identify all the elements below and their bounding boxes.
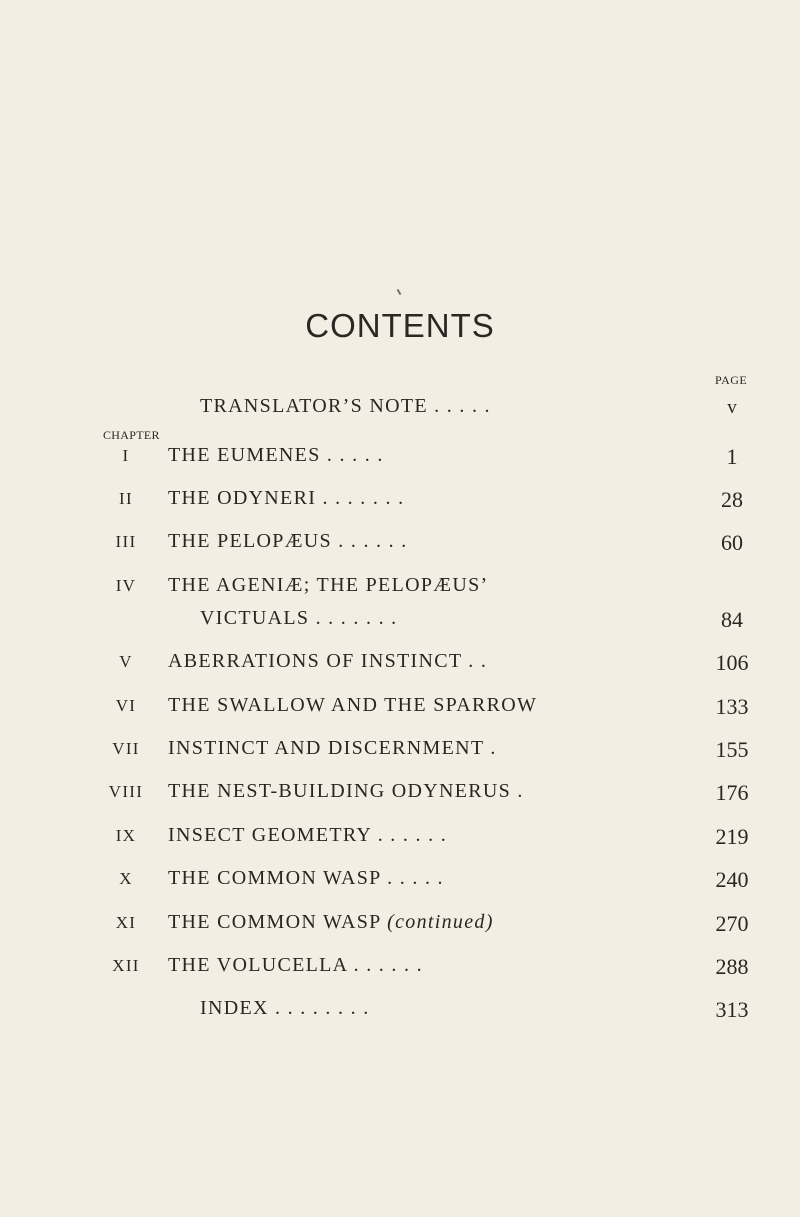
- toc-entry-title: INSTINCT AND DISCERNMENT .: [168, 737, 497, 759]
- page-column-heading: PAGE: [715, 373, 748, 387]
- toc-entry-page: 176: [715, 780, 749, 805]
- toc-entry-chapter-9[interactable]: [0, 824, 800, 854]
- toc-entry-page: 1: [726, 444, 738, 469]
- toc-entry-translators-note[interactable]: [0, 395, 800, 425]
- toc-entry-chapter-7[interactable]: [0, 737, 800, 767]
- toc-entry-page: 133: [715, 694, 749, 719]
- toc-entry-title: THE COMMON WASP . . . . .: [168, 867, 444, 889]
- toc-entry-page: 219: [715, 824, 749, 849]
- toc-entry-title: TRANSLATOR’S NOTE . . . . .: [200, 395, 491, 417]
- chapter-column-heading: CHAPTER: [103, 428, 160, 442]
- chapter-number: VI: [115, 696, 137, 715]
- chapter-number: III: [115, 532, 137, 551]
- chapter-number: IX: [115, 826, 137, 845]
- toc-entry-title: ABERRATIONS OF INSTINCT . .: [168, 650, 488, 672]
- toc-entry-page: 155: [715, 737, 749, 762]
- chapter-number: XII: [112, 956, 140, 975]
- toc-entry-page: 106: [715, 650, 749, 675]
- chapter-number: I: [122, 446, 130, 465]
- toc-entry-chapter-6[interactable]: [0, 694, 800, 724]
- toc-entry-chapter-1[interactable]: [0, 444, 800, 474]
- toc-entry-title: [168, 911, 494, 934]
- toc-entry-chapter-3[interactable]: [0, 530, 800, 560]
- toc-entry-chapter-12[interactable]: [0, 954, 800, 984]
- toc-entry-title: INSECT GEOMETRY . . . . . .: [168, 824, 447, 846]
- toc-entry-page: 84: [721, 607, 743, 632]
- toc-entry-page: 28: [721, 487, 743, 512]
- toc-entry-chapter-11[interactable]: [0, 911, 800, 941]
- chapter-number: X: [119, 869, 133, 888]
- toc-entry-chapter-10[interactable]: [0, 867, 800, 897]
- toc-entry-page: 240: [715, 867, 749, 892]
- chapter-number: VII: [112, 739, 140, 758]
- page-title: CONTENTS: [305, 307, 495, 344]
- toc-entry-title: THE NEST-BUILDING ODYNERUS .: [168, 780, 524, 802]
- toc-entry-title: INDEX . . . . . . . .: [200, 997, 370, 1019]
- toc-entry-title: THE ODYNERI . . . . . . .: [168, 487, 405, 509]
- toc-entry-title: THE SWALLOW AND THE SPARROW: [168, 694, 538, 716]
- chapter-number: V: [119, 652, 133, 671]
- toc-entry-chapter-2[interactable]: [0, 487, 800, 517]
- toc-entry-title: THE EUMENES . . . . .: [168, 444, 384, 466]
- toc-entry-title-italic: (continued): [387, 911, 494, 933]
- toc-entry-page: 270: [715, 911, 749, 936]
- toc-entry-title: THE AGENIÆ; THE PELOPÆUS’: [168, 574, 489, 596]
- toc-entry-title-main: THE COMMON WASP: [168, 911, 388, 933]
- chapter-number: II: [119, 489, 133, 508]
- toc-entry-page: 60: [721, 530, 743, 555]
- toc-entry-page: 313: [715, 997, 749, 1022]
- chapter-number: VIII: [108, 782, 144, 801]
- toc-entry-title: THE PELOPÆUS . . . . . .: [168, 530, 408, 552]
- toc-entry-title-continued: VICTUALS . . . . . . .: [200, 607, 398, 629]
- toc-entry-chapter-4[interactable]: [0, 574, 800, 650]
- toc-entry-title: THE VOLUCELLA . . . . . .: [168, 954, 423, 976]
- toc-entry-chapter-5[interactable]: [0, 650, 800, 680]
- toc-entry-chapter-8[interactable]: [0, 780, 800, 810]
- ink-speck: [397, 289, 402, 295]
- chapter-number: IV: [115, 576, 137, 595]
- toc-entry-page: 288: [715, 954, 749, 979]
- chapter-number: XI: [115, 913, 137, 932]
- toc-entry-index[interactable]: [0, 997, 800, 1027]
- toc-entry-page: v: [727, 397, 737, 418]
